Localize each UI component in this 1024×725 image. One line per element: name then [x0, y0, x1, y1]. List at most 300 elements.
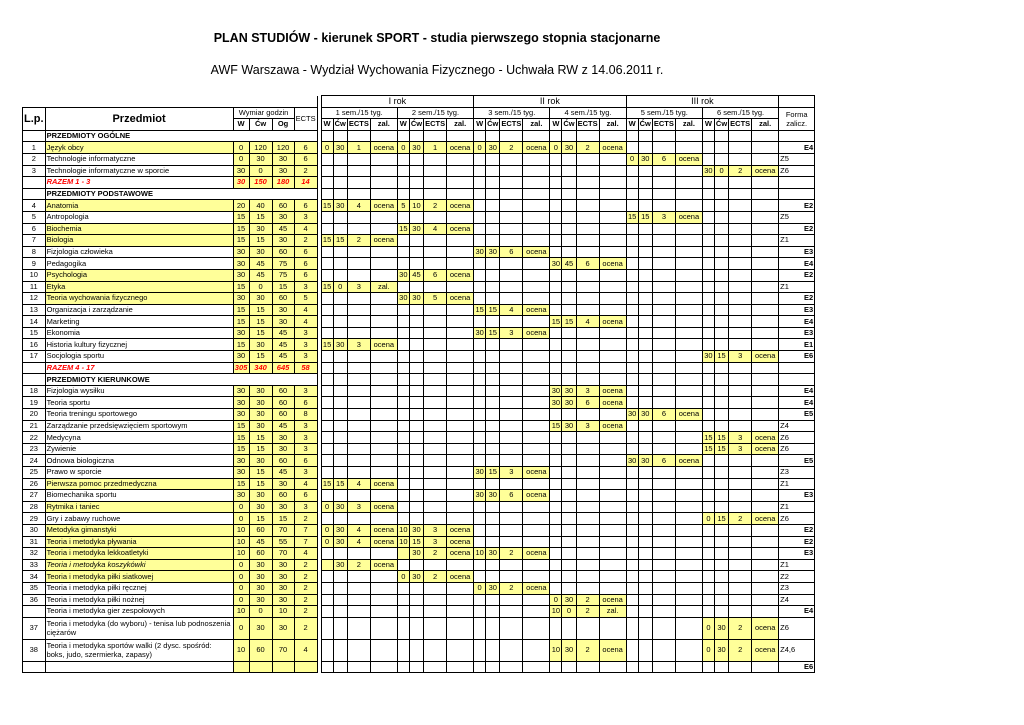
semester-value	[333, 582, 347, 594]
semester-value	[729, 490, 752, 502]
semester-value	[638, 385, 652, 397]
semester-value	[500, 385, 523, 397]
semester-value	[321, 223, 333, 235]
subject-header: Przedmiot	[45, 107, 233, 130]
semester-value	[702, 339, 714, 351]
blank-cell	[321, 130, 333, 142]
semester-value: 15	[322, 200, 332, 210]
semester-value	[652, 490, 675, 502]
exam-form: E2	[779, 293, 815, 305]
semester-value	[550, 524, 562, 536]
blank-cell	[370, 362, 397, 374]
semester-value	[523, 478, 550, 490]
semester-value	[370, 617, 397, 639]
row-number: 1	[23, 142, 46, 154]
blank-cell	[714, 362, 728, 374]
semester-value	[486, 432, 500, 444]
blank-cell	[474, 661, 486, 673]
semester-value	[729, 501, 752, 513]
semester-value	[347, 293, 370, 305]
hours-value: 30	[233, 385, 249, 397]
semester-value	[333, 385, 347, 397]
semester-value	[714, 420, 728, 432]
semester-value	[486, 409, 500, 421]
semester-value: 30	[562, 385, 576, 397]
semester-value: ocena	[752, 617, 779, 639]
semester-value	[409, 409, 423, 421]
semester-value	[500, 501, 523, 513]
semester-value: 15	[551, 420, 561, 430]
semester-value	[638, 397, 652, 409]
blank-cell	[599, 130, 626, 142]
semester-value	[397, 490, 409, 502]
blank-cell	[409, 374, 423, 386]
semester-value	[347, 351, 370, 363]
study-plan-table	[22, 95, 815, 673]
semester-value	[333, 513, 347, 525]
semester-value	[576, 339, 599, 351]
semester-value	[626, 142, 638, 154]
semester-value	[626, 559, 638, 571]
semester-value	[500, 339, 523, 351]
semester-value	[576, 269, 599, 281]
semester-value	[714, 490, 728, 502]
semester-value	[562, 269, 576, 281]
subject-name: Teoria i metodyka piłki siatkowej	[45, 571, 233, 583]
semester-value: 30	[486, 246, 500, 258]
semester-value	[599, 513, 626, 525]
semester-value	[447, 594, 474, 606]
semester-value	[752, 420, 779, 432]
semester-value	[675, 467, 702, 479]
blank-cell	[779, 177, 815, 189]
blank-cell	[562, 130, 576, 142]
semester-value	[523, 200, 550, 212]
section-label: PRZEDMIOTY PODSTAWOWE	[45, 188, 317, 200]
subject-name: Teoria i metodyka piłki nożnej	[45, 594, 233, 606]
hours-value: 30	[272, 316, 294, 328]
semester-value	[486, 281, 500, 293]
semester-value	[333, 351, 347, 363]
semester-value	[714, 385, 728, 397]
sem-subcol-header: W	[474, 119, 486, 131]
semester-value: 30	[638, 153, 652, 165]
semester-value: 30	[333, 501, 347, 513]
hours-value: 15	[233, 211, 249, 223]
hours-value: 30	[272, 594, 294, 606]
row-number: 27	[23, 490, 46, 502]
semester-value: 6	[652, 153, 675, 165]
semester-value	[397, 304, 409, 316]
semester-value: 15	[714, 513, 728, 525]
semester-value: 2	[424, 200, 447, 212]
semester-value	[333, 548, 347, 560]
hours-value: 45	[249, 269, 272, 281]
semester-value: 30	[475, 328, 484, 338]
semester-value: ocena	[599, 420, 626, 432]
subtotal-value: 58	[294, 362, 317, 374]
blank-cell	[294, 661, 317, 673]
semester-value	[500, 571, 523, 583]
semester-value	[550, 467, 562, 479]
semester-value: 30	[486, 142, 500, 154]
blank-cell	[523, 177, 550, 189]
semester-value: 45	[562, 258, 576, 270]
semester-value	[370, 258, 397, 270]
semester-value	[397, 211, 409, 223]
semester-value	[714, 536, 728, 548]
semester-value	[321, 409, 333, 421]
semester-value: 6	[652, 409, 675, 421]
semester-value	[638, 443, 652, 455]
hours-value: 15	[249, 304, 272, 316]
semester-value: ocena	[370, 559, 397, 571]
year-header: II rok	[474, 96, 627, 108]
semester-value	[652, 513, 675, 525]
hours-value: 30	[233, 490, 249, 502]
semester-value	[424, 339, 447, 351]
semester-value	[638, 235, 652, 247]
subject-row	[23, 455, 815, 467]
semester-value	[447, 606, 474, 618]
exam-form: Z5	[779, 153, 815, 165]
subject-row	[23, 443, 815, 455]
semester-value	[638, 327, 652, 339]
blank-cell	[409, 362, 423, 374]
exam-form: Z1	[779, 501, 815, 513]
semester-value	[447, 235, 474, 247]
semester-value: 2	[729, 617, 752, 639]
semester-value	[638, 293, 652, 305]
semester-value: ocena	[447, 293, 474, 305]
semester-value	[347, 385, 370, 397]
semester-value: 30	[409, 524, 423, 536]
semester-value	[729, 200, 752, 212]
semester-value	[424, 490, 447, 502]
semester-value	[675, 142, 702, 154]
semester-value	[424, 513, 447, 525]
semester-value	[424, 594, 447, 606]
blank-cell	[562, 362, 576, 374]
semester-value	[562, 548, 576, 560]
semester-value	[638, 351, 652, 363]
semester-value	[562, 582, 576, 594]
blank-cell	[675, 374, 702, 386]
blank-cell	[652, 661, 675, 673]
subject-row	[23, 316, 815, 328]
semester-value	[447, 211, 474, 223]
blank-cell	[370, 661, 397, 673]
semester-value	[752, 327, 779, 339]
semester-value	[652, 559, 675, 571]
blank-cell	[333, 177, 347, 189]
semester-value	[523, 617, 550, 639]
semester-value	[576, 165, 599, 177]
blank-cell	[523, 362, 550, 374]
semester-value: 0	[321, 501, 333, 513]
semester-value	[447, 397, 474, 409]
semester-value	[523, 501, 550, 513]
hours-value: 15	[233, 304, 249, 316]
blank-cell	[424, 177, 447, 189]
semester-value	[652, 304, 675, 316]
semester-value	[638, 571, 652, 583]
semester-value	[675, 478, 702, 490]
blank-cell	[752, 177, 779, 189]
semester-value	[729, 269, 752, 281]
semester-value	[626, 617, 638, 639]
semester-value	[599, 478, 626, 490]
exam-form: E5	[779, 409, 815, 421]
semester-value	[675, 594, 702, 606]
subject-row	[23, 211, 815, 223]
semester-value: 30	[409, 548, 423, 560]
row-number: 7	[23, 235, 46, 247]
semester-value	[675, 606, 702, 618]
blank-cell	[333, 362, 347, 374]
semester-value	[550, 513, 562, 525]
hours-value: 30	[249, 582, 272, 594]
blank-cell	[474, 188, 486, 200]
semester-value: 4	[347, 524, 370, 536]
semester-value: ocena	[447, 536, 474, 548]
blank-cell	[447, 362, 474, 374]
semester-value	[576, 478, 599, 490]
semester-value	[626, 639, 638, 661]
semester-value	[523, 223, 550, 235]
semester-value: 30	[638, 455, 652, 467]
hours-value: 30	[249, 559, 272, 571]
hours-value: 15	[249, 327, 272, 339]
exam-form: E3	[779, 327, 815, 339]
semester-value	[729, 536, 752, 548]
semester-value	[321, 397, 333, 409]
semester-value	[500, 443, 523, 455]
semester-value	[626, 351, 638, 363]
exam-form: E3	[779, 246, 815, 258]
blank-cell	[347, 362, 370, 374]
semester-value	[500, 211, 523, 223]
semester-value	[599, 293, 626, 305]
hours-value: 3	[294, 327, 317, 339]
hours-value: 0	[233, 571, 249, 583]
blank-cell	[779, 362, 815, 374]
semester-value	[626, 571, 638, 583]
semester-value	[752, 524, 779, 536]
semester-value: ocena	[447, 142, 474, 154]
semester-value	[500, 617, 523, 639]
semester-value	[333, 153, 347, 165]
semester-value	[652, 571, 675, 583]
semester-value	[550, 304, 562, 316]
hours-value: 0	[233, 617, 249, 639]
semester-value	[486, 316, 500, 328]
subject-name: Pierwsza pomoc przedmedyczna	[45, 478, 233, 490]
semester-header: 5 sem./15 tyg.	[626, 107, 702, 119]
row-number: 17	[23, 351, 46, 363]
semester-value: 2	[500, 548, 523, 560]
semester-value	[447, 432, 474, 444]
blank-cell	[652, 188, 675, 200]
blank-cell	[702, 130, 714, 142]
semester-value	[729, 559, 752, 571]
semester-value: 2	[576, 142, 599, 154]
semester-value	[550, 536, 562, 548]
blank-cell	[714, 130, 728, 142]
exam-form: E2	[779, 524, 815, 536]
blank-cell	[424, 188, 447, 200]
semester-value: 30	[562, 420, 576, 432]
hours-value: 30	[233, 293, 249, 305]
semester-value	[652, 548, 675, 560]
hours-value: 30	[233, 327, 249, 339]
semester-value	[562, 223, 576, 235]
year-header: I rok	[321, 96, 474, 108]
semester-value	[599, 559, 626, 571]
semester-value	[424, 211, 447, 223]
semester-value	[447, 153, 474, 165]
semester-value	[409, 153, 423, 165]
exam-form: E2	[779, 223, 815, 235]
hours-value: 10	[233, 524, 249, 536]
subject-row	[23, 524, 815, 536]
semester-value	[474, 397, 486, 409]
subject-name: Gry i zabawy ruchowe	[45, 513, 233, 525]
semester-value	[474, 316, 486, 328]
semester-value	[397, 165, 409, 177]
hours-value: 120	[249, 142, 272, 154]
blank-cell	[347, 661, 370, 673]
semester-value: ocena	[599, 639, 626, 661]
semester-value: 15	[486, 327, 500, 339]
semester-value	[523, 420, 550, 432]
blank-cell	[576, 374, 599, 386]
semester-value	[562, 524, 576, 536]
semester-value: zal.	[599, 606, 626, 618]
semester-value: ocena	[447, 223, 474, 235]
semester-value: 15	[475, 304, 484, 314]
semester-value: ocena	[523, 490, 550, 502]
blank-cell	[652, 374, 675, 386]
semester-value	[675, 293, 702, 305]
semester-value	[500, 639, 523, 661]
blank-cell	[626, 130, 638, 142]
blank-cell	[652, 177, 675, 189]
forma-header: Forma zalicz.	[779, 107, 815, 130]
semester-value	[599, 467, 626, 479]
row-number: 26	[23, 478, 46, 490]
semester-value	[321, 165, 333, 177]
semester-value	[599, 246, 626, 258]
final-row	[23, 661, 815, 673]
semester-value	[474, 385, 486, 397]
subject-row	[23, 304, 815, 316]
hours-value: 4	[294, 478, 317, 490]
exam-form: E5	[779, 455, 815, 467]
hours-value: 60	[249, 548, 272, 560]
semester-value	[333, 606, 347, 618]
sem-subcol-header: ECTS	[653, 119, 674, 129]
semester-value: ocena	[523, 582, 550, 594]
semester-value	[474, 200, 486, 212]
semester-value	[752, 246, 779, 258]
subject-row	[23, 142, 815, 154]
semester-value: ocena	[523, 327, 550, 339]
semester-value	[729, 397, 752, 409]
semester-value	[714, 327, 728, 339]
semester-value	[714, 211, 728, 223]
semester-value	[321, 467, 333, 479]
semester-value: 1	[424, 142, 447, 154]
hours-value: 6	[294, 397, 317, 409]
semester-value	[652, 594, 675, 606]
blank-cell	[550, 188, 562, 200]
semester-value	[424, 432, 447, 444]
semester-value	[486, 258, 500, 270]
hours-value: 3	[294, 443, 317, 455]
semester-value	[626, 524, 638, 536]
row-number: 30	[23, 524, 46, 536]
semester-value	[675, 571, 702, 583]
semester-value	[347, 467, 370, 479]
semester-value	[752, 316, 779, 328]
semester-value: ocena	[370, 501, 397, 513]
semester-value: 30	[551, 386, 561, 396]
semester-value	[370, 293, 397, 305]
hours-value: 3	[294, 339, 317, 351]
semester-value: ocena	[599, 258, 626, 270]
semester-value: 3	[729, 351, 752, 363]
blank-cell	[638, 362, 652, 374]
hours-value: 45	[272, 420, 294, 432]
subject-name: Zarządzanie przedsięwzięciem sportowym	[45, 420, 233, 432]
semester-value	[474, 513, 486, 525]
semester-value	[638, 606, 652, 618]
semester-value	[523, 293, 550, 305]
blank-cell	[714, 188, 728, 200]
semester-value	[599, 200, 626, 212]
semester-value	[424, 478, 447, 490]
exam-form: E4	[779, 385, 815, 397]
semester-value: ocena	[675, 409, 702, 421]
section-label: PRZEDMIOTY OGÓLNE	[45, 130, 317, 142]
hours-value: 30	[249, 153, 272, 165]
hours-value: 6	[294, 269, 317, 281]
subject-row	[23, 582, 815, 594]
blank-cell	[714, 374, 728, 386]
semester-value	[550, 165, 562, 177]
semester-value	[714, 293, 728, 305]
semester-value	[752, 153, 779, 165]
semester-value	[424, 455, 447, 467]
semester-value	[638, 258, 652, 270]
semester-value: 10	[475, 548, 484, 558]
semester-value	[550, 548, 562, 560]
semester-value	[397, 513, 409, 525]
semester-value	[486, 339, 500, 351]
hours-value: 10	[233, 606, 249, 618]
semester-value	[626, 316, 638, 328]
exam-form: Z4	[779, 594, 815, 606]
hours-value: 2	[294, 606, 317, 618]
semester-value	[702, 501, 714, 513]
semester-value	[702, 397, 714, 409]
semester-value	[626, 269, 638, 281]
hours-value: 30	[272, 235, 294, 247]
semester-value: 3	[424, 536, 447, 548]
semester-value: 3	[576, 420, 599, 432]
semester-value: ocena	[752, 351, 779, 363]
